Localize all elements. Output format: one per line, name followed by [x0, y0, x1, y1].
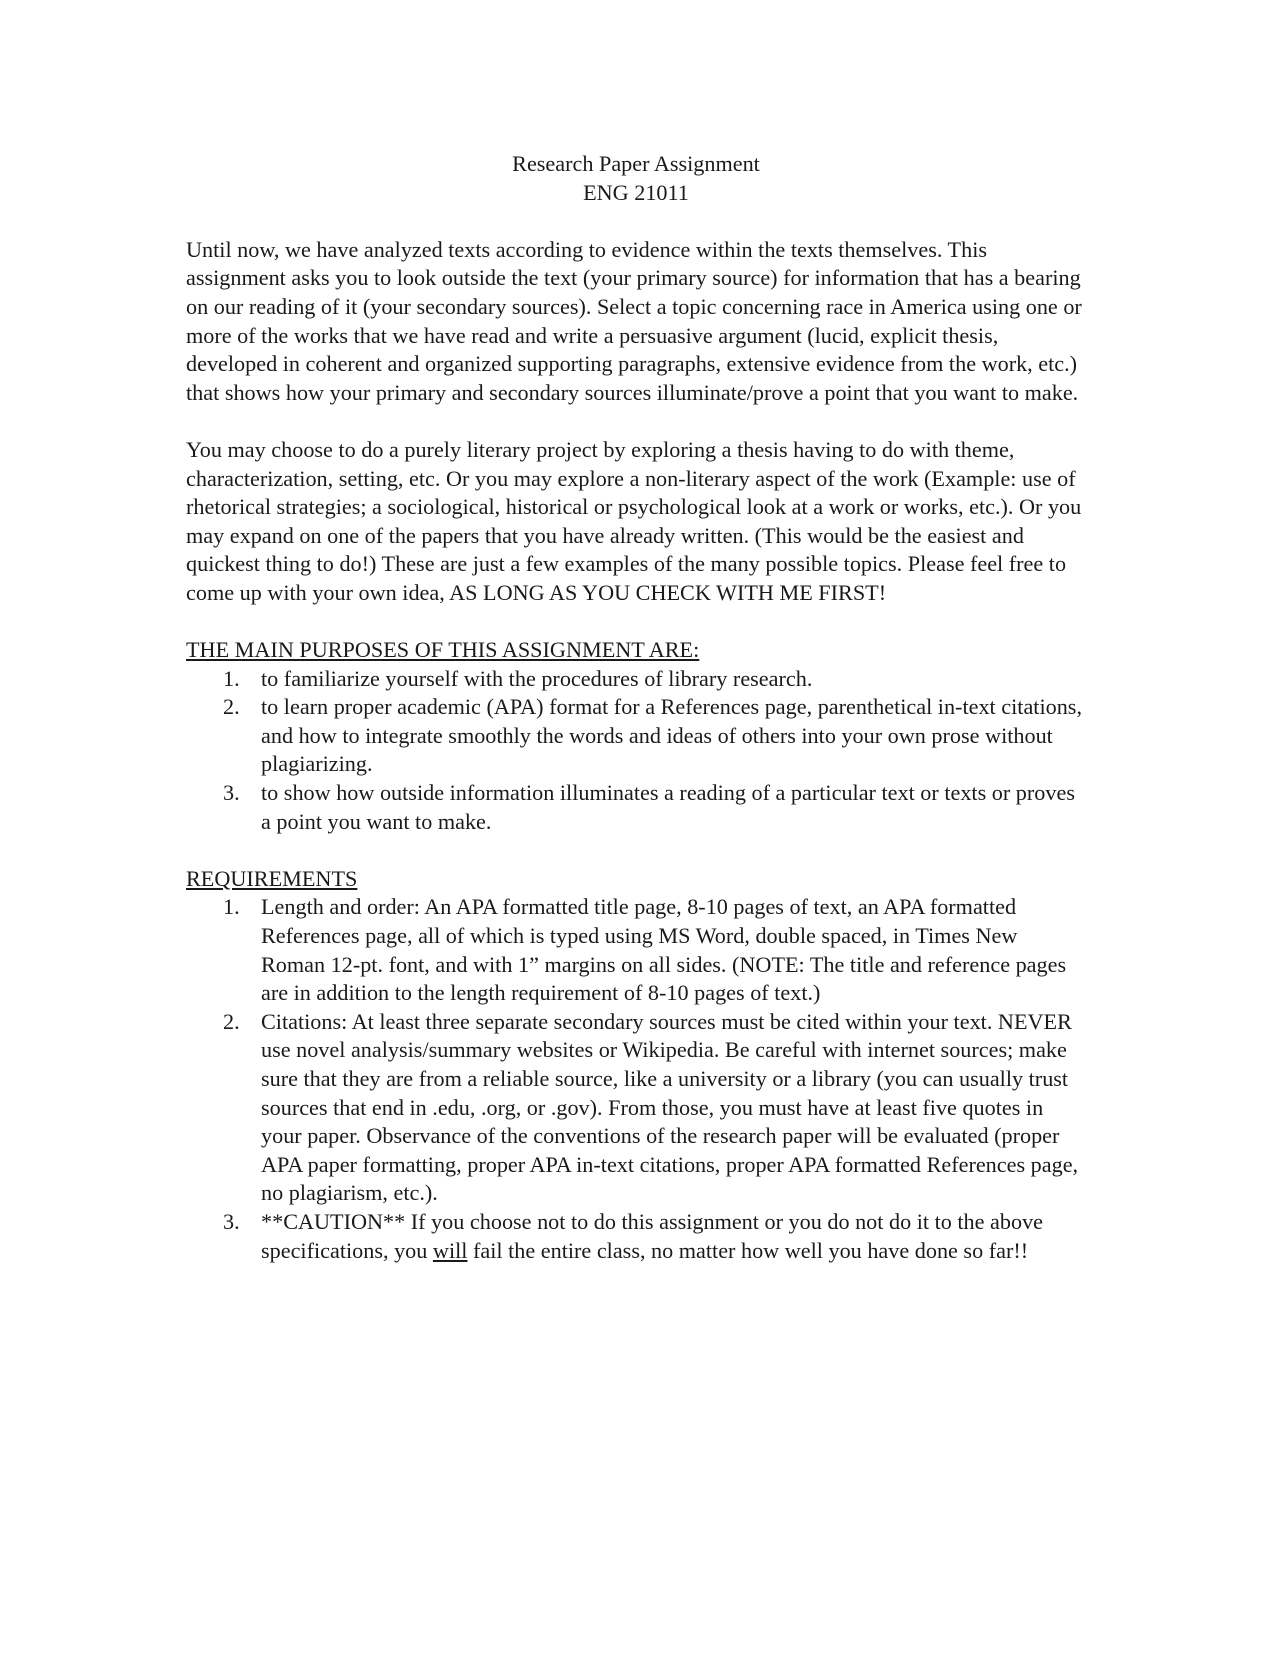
caution-text-start: **CAUTION** If you choose not to do this assignment or you do not do it to the above specifications, you — [261, 1208, 1044, 1263]
list-item-text: Length and order: An APA formatted title page, 8-10 pages of text, an APA formatted References page, all of which is typed using MS Word, double spaced, in Times New Roman 12-pt. font, and with 1” margins on all sides. (NOTE: The title and reference pages are in addition to the length requirement of 8-10 pages of text.) — [261, 894, 1067, 1006]
list-item — [186, 893, 1086, 1007]
spacer — [186, 608, 1086, 637]
list-item-text: Citations: At least three separate secondary sources must be cited within your text. NEVER use novel analysis/summary websites or Wikipedia. Be careful with internet sources; make sure that they are from a reliable source, like a university or a library (you can usually trust sources that end in .edu, .org, or .gov). From those, you must have at least five quotes in your paper. Observance of the conventions of the research paper will be evaluated (proper APA paper formatting, proper APA in-text citations, proper APA formatted References page, no plagiarism, etc.). — [261, 1008, 1079, 1206]
document-title: Research Paper Assignment — [512, 151, 760, 176]
list-item — [186, 693, 1086, 779]
purposes-heading: THE MAIN PURPOSES OF THIS ASSIGNMENT ARE: — [186, 637, 700, 663]
document-body — [186, 150, 1086, 1265]
spacer — [186, 207, 1086, 236]
requirements-list — [186, 893, 1086, 1265]
intro-paragraph: Until now, we have analyzed texts according to evidence within the texts themselves. This assignment asks you to look outside the text (your primary source) for information that has a bearing on our reading of it (your secondary sources). Select a topic concerning race in America using one or more of the works that we have read and write a persuasive argument (lucid, explicit thesis, developed in coherent and organized supporting paragraphs, extensive evidence from the work, etc.) that shows how your primary and secondary sources illuminate/prove a point that you want to make. — [186, 236, 1082, 405]
title-block — [186, 150, 1086, 207]
list-item-text: to learn proper academic (APA) format for a References page, parenthetical in-text citations, and how to integrate smoothly the words and ideas of others into your own prose without plagiarizing. — [261, 694, 1082, 777]
options-paragraph: You may choose to do a purely literary project by exploring a thesis having to do with theme, characterization, setting, etc. Or you may explore a non-literary aspect of the work (Example: use of rhetorical strategies; a sociological, historical or psychological look at a work or works, etc.). Or you may expand on one of the papers that you have already written. (This would be the easiest and quickest thing to do!) These are just a few examples of the many possible topics. Please feel free to come up with your own idea, AS LONG AS YOU CHECK WITH ME FIRST! — [186, 436, 1082, 605]
list-item-text: to show how outside information illuminates a reading of a particular text or texts or proves a point you want to make. — [261, 780, 1075, 834]
list-number: 1. — [223, 894, 240, 920]
list-number: 3. — [223, 780, 240, 806]
list-item — [186, 665, 1086, 694]
caution-text-end: fail the entire class, no matter how well you have done so far!! — [467, 1237, 1029, 1263]
spacer — [186, 407, 1086, 436]
list-number: 2. — [223, 1008, 240, 1034]
list-item — [186, 1008, 1086, 1208]
requirements-heading: REQUIREMENTS — [186, 865, 358, 891]
list-number: 2. — [223, 694, 240, 720]
list-item-text — [261, 1209, 1043, 1263]
purposes-list — [186, 665, 1086, 837]
list-number: 3. — [223, 1208, 240, 1234]
spacer — [186, 836, 1086, 865]
list-item — [186, 1208, 1086, 1265]
list-number: 1. — [223, 665, 240, 691]
list-item — [186, 779, 1086, 836]
list-item-text: to familiarize yourself with the procedures of library research. — [261, 665, 813, 691]
course-code: ENG 21011 — [583, 179, 689, 205]
underlined-will: will — [432, 1237, 468, 1263]
